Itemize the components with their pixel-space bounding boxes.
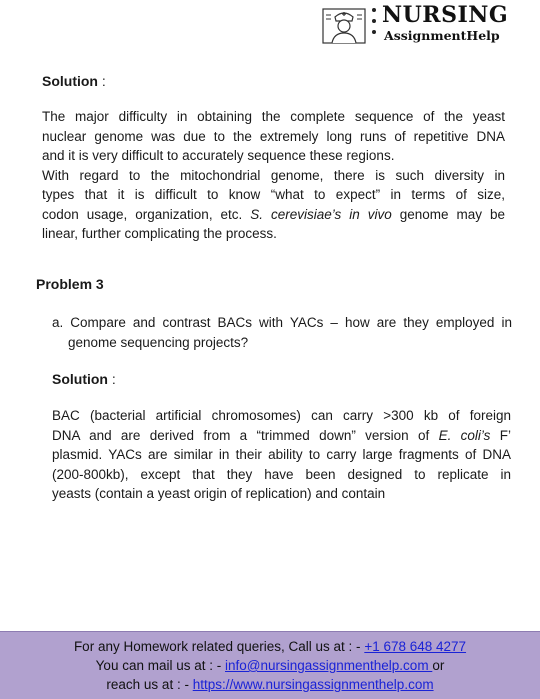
nurse-icon [322, 5, 366, 45]
problem-heading: Problem 3 [36, 276, 104, 292]
logo-title: NURSING [382, 2, 509, 28]
email-link[interactable]: info@nursingassignmenthelp.com [225, 658, 433, 673]
solution-paragraph [42, 107, 505, 244]
paragraph-line: and it is very difficult to accurately sequence these regions. [42, 148, 395, 163]
footer-website-line: reach us at : - https://www.nursingassignmenthelp.com [106, 677, 434, 692]
phone-link[interactable]: +1 678 648 4277 [364, 639, 467, 654]
solution-heading: Solution : [52, 371, 116, 387]
paragraph-line: plasmid. YACs are similar in their ability to carry large fragments of DNA [52, 447, 511, 462]
solution-heading: Solution : [42, 73, 106, 89]
paragraph-line: codon usage, organization, etc. S. cerevisiae’s in vivo genome may be [42, 206, 505, 222]
paragraph-line: The major difficulty in obtaining the complete sequence of the yeast [42, 109, 505, 124]
logo-dots [372, 8, 378, 44]
question-line: a. Compare and contrast BACs with YACs – how are they employed in [52, 315, 512, 330]
footer-email-line: You can mail us at : - info@nursingassignmenthelp.com or [95, 658, 445, 673]
paragraph-line: types that it is difficult to know “what to expect” in terms of size, [42, 187, 505, 202]
logo [322, 2, 534, 48]
answer-paragraph [52, 406, 511, 504]
website-link[interactable]: https://www.nursingassignmenthelp.com [192, 677, 434, 692]
paragraph-line: (200-800kb), except that they have been designed to replicate in [52, 466, 511, 482]
paragraph-line: DNA and are derived from a “trimmed down” version of E. coli’s F’ [52, 427, 511, 443]
footer-phone-line: For any Homework related queries, Call us at : - +1 678 648 4277 [73, 639, 467, 654]
question-text [52, 313, 512, 352]
paragraph-line: With regard to the mitochondrial genome, there is such diversity in [42, 167, 505, 183]
paragraph-line: linear, further complicating the process. [42, 226, 277, 241]
paragraph-line: BAC (bacterial artificial chromosomes) can carry >300 kb of foreign [52, 408, 511, 423]
question-line: genome sequencing projects? [68, 334, 249, 350]
paragraph-line: yeasts (contain a yeast origin of replication) and contain [52, 486, 386, 501]
contact-footer [0, 631, 540, 699]
logo-subtitle: AssignmentHelp [384, 28, 500, 43]
paragraph-line: nuclear genome was due to the extremely long runs of repetitive DNA [42, 128, 505, 144]
